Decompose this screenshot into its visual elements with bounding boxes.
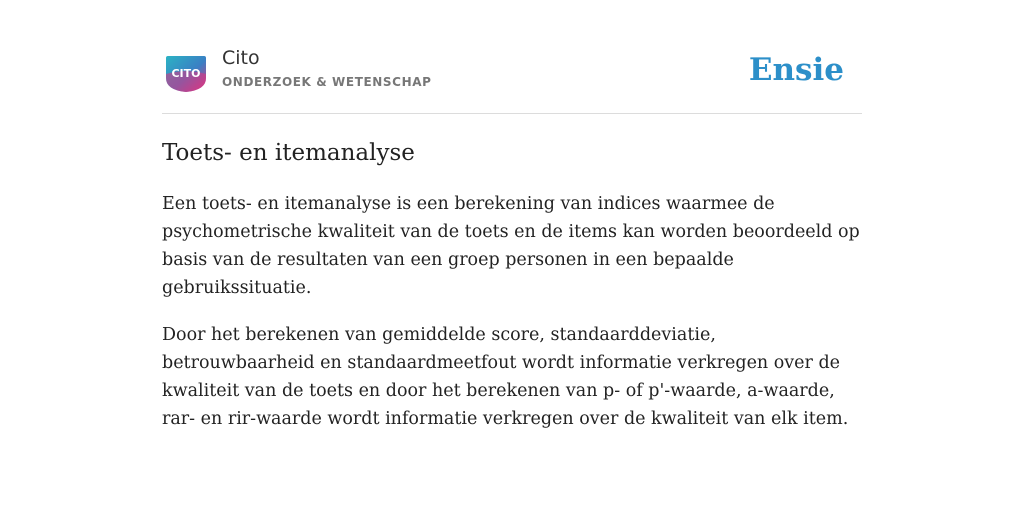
org-subtitle: ONDERZOEK & WETENSCHAP (222, 75, 432, 89)
page-title: Toets- en itemanalyse (162, 140, 415, 166)
brand-logo[interactable]: Ensie (748, 52, 844, 88)
definition-card (162, 46, 862, 433)
definition-paragraph: Door het berekenen van gemiddelde score, standaarddeviatie, betrouwbaarheid en standaardmeetfout wordt informatie verkregen over de kwaliteit van de toets en door het berekenen van p- of p'-waarde, a-waarde, rar- en rir-waarde wordt informatie verkregen over de kwaliteit van elk item. (162, 325, 849, 429)
definition-paragraph: Een toets- en itemanalyse is een berekening van indices waarmee de psychometrische kwaliteit van de toets en de items kan worden beoordeeld op basis van de resultaten van een groep personen in een bepaalde gebruikssituatie. (162, 194, 860, 298)
logo-text: CITO (171, 67, 201, 80)
card-header (162, 46, 862, 114)
org-name: Cito (222, 47, 260, 69)
cito-logo-icon (164, 50, 208, 94)
